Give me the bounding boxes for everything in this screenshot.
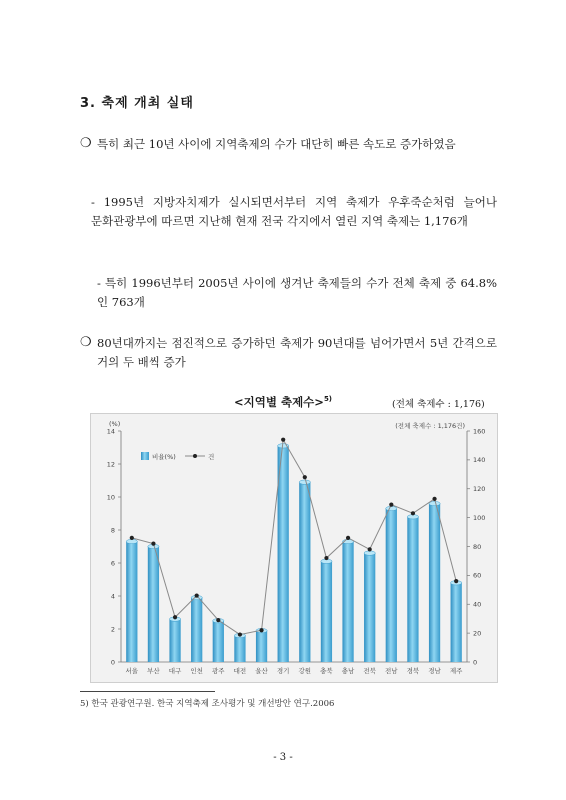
left-axis-tick-label: 4 (110, 592, 115, 601)
x-tick-label: 경남 (428, 667, 441, 675)
section-heading: 3. 축제 개최 실태 (80, 96, 194, 111)
chart-heading-footnote-ref: 5) (323, 395, 333, 404)
count-point-대구 (173, 615, 177, 619)
count-point-대전 (238, 632, 242, 636)
count-point-전남 (389, 503, 393, 507)
count-point-울산 (259, 628, 263, 632)
right-axis-tick-label: 160 (473, 427, 486, 436)
count-point-충북 (324, 556, 328, 560)
bar-대전 (234, 636, 245, 662)
left-axis-tick-label: 12 (106, 460, 115, 469)
x-tick-label: 서울 (125, 667, 139, 675)
left-axis-tick-label: 8 (110, 526, 115, 535)
x-tick-label: 부산 (147, 667, 160, 675)
count-point-전북 (368, 547, 372, 551)
legend-bar-swatch (141, 452, 149, 460)
bar-경북 (407, 517, 418, 662)
left-axis-tick-label: 14 (106, 427, 115, 436)
chart-total-note: (전체 축제수 : 1,176) (392, 399, 485, 410)
count-point-강원 (303, 475, 307, 479)
x-tick-label: 경북 (406, 667, 420, 675)
page-number: - 3 - (273, 752, 293, 763)
bar-부산 (148, 547, 159, 663)
chart-frame (90, 413, 498, 683)
left-axis-unit-label: (%) (109, 420, 121, 428)
count-point-인천 (195, 593, 199, 597)
bar-광주 (213, 621, 224, 662)
count-point-광주 (216, 618, 220, 622)
x-tick-label: 대구 (168, 667, 182, 675)
paragraph-4: 80년대까지는 점진적으로 증가하던 축제가 90년대를 넘어가면서 5년 간격으로 거의 두 배씩 증가 (97, 336, 497, 369)
bar-전남 (386, 509, 397, 662)
left-axis-tick-label: 2 (110, 625, 115, 634)
right-axis-tick-label: 140 (473, 456, 486, 465)
legend-line-marker (193, 454, 197, 458)
count-point-경북 (411, 511, 415, 515)
right-axis-tick-label: 0 (473, 658, 478, 667)
right-axis-tick-label: 20 (473, 629, 482, 638)
x-tick-label: 인천 (190, 667, 203, 675)
bar-울산 (256, 631, 267, 662)
count-point-충남 (346, 536, 350, 540)
paragraph-3: - 특히 1996년부터 2005년 사이에 생겨난 축제들의 수가 전체 축제 중 64.8%인 763개 (97, 276, 497, 309)
right-axis-tick-label: 40 (473, 600, 482, 609)
bar-서울 (126, 542, 137, 662)
bar-전북 (364, 553, 375, 662)
count-point-서울 (130, 536, 134, 540)
footnote: 5) 한국 관광연구원. 한국 지역축제 조사평가 및 개선방안 연구.2006 (80, 699, 335, 709)
count-point-제주 (454, 579, 458, 583)
x-tick-label: 경기 (276, 667, 290, 675)
footnote-divider (80, 691, 215, 692)
legend-bar-label: 비율(%) (152, 453, 176, 461)
bar-top-강원 (299, 480, 310, 484)
bar-제주 (451, 583, 462, 662)
left-axis-tick-label: 0 (110, 658, 115, 667)
bar-대구 (169, 619, 180, 662)
bar-강원 (299, 482, 310, 662)
count-point-경남 (432, 497, 436, 501)
x-tick-label: 전남 (385, 667, 398, 675)
bar-top-서울 (126, 539, 137, 543)
right-axis-tick-label: 120 (473, 485, 486, 494)
right-axis-tick-label: 60 (473, 571, 482, 580)
bar-충북 (321, 561, 332, 662)
count-point-부산 (151, 542, 155, 546)
x-tick-label: 제주 (449, 667, 463, 675)
legend-line-label: 건 (208, 453, 215, 461)
bar-top-전남 (386, 506, 397, 510)
right-axis-tick-label: 100 (473, 513, 486, 522)
bar-인천 (191, 598, 202, 662)
x-tick-label: 전북 (363, 667, 376, 675)
paragraph-2: - 1995년 지방자치제가 실시되면서부터 지역 축제가 우후죽순처럼 늘어나 문화관광부에 따르면 지난해 현재 전국 각지에서 열린 지역 축제는 1,176개 (91, 195, 497, 228)
bullet-circle-icon: ❍ (80, 136, 92, 151)
count-point-경기 (281, 438, 285, 442)
x-tick-label: 울산 (255, 667, 268, 675)
chart-heading (234, 394, 332, 410)
chart-inner-total-note: (전체 축제수 : 1,176건) (395, 422, 465, 430)
left-axis-tick-label: 10 (106, 493, 115, 502)
x-tick-label: 광주 (212, 667, 225, 675)
bar-경남 (429, 504, 440, 662)
right-axis-tick-label: 80 (473, 542, 482, 551)
x-tick-label: 충남 (341, 667, 355, 675)
bullet-circle-icon: ❍ (80, 335, 92, 350)
chart-heading-text: <지역별 축제수> (234, 395, 324, 409)
bar-line-chart (91, 414, 497, 682)
x-tick-label: 강원 (298, 667, 312, 675)
x-tick-label: 대전 (233, 667, 247, 675)
paragraph-1: 특히 최근 10년 사이에 지역축제의 수가 대단히 빠른 속도로 증가하였음 (97, 137, 456, 151)
x-tick-label: 충북 (320, 667, 333, 675)
bar-충남 (342, 542, 353, 662)
bar-top-전북 (364, 551, 375, 555)
left-axis-tick-label: 6 (110, 559, 115, 568)
